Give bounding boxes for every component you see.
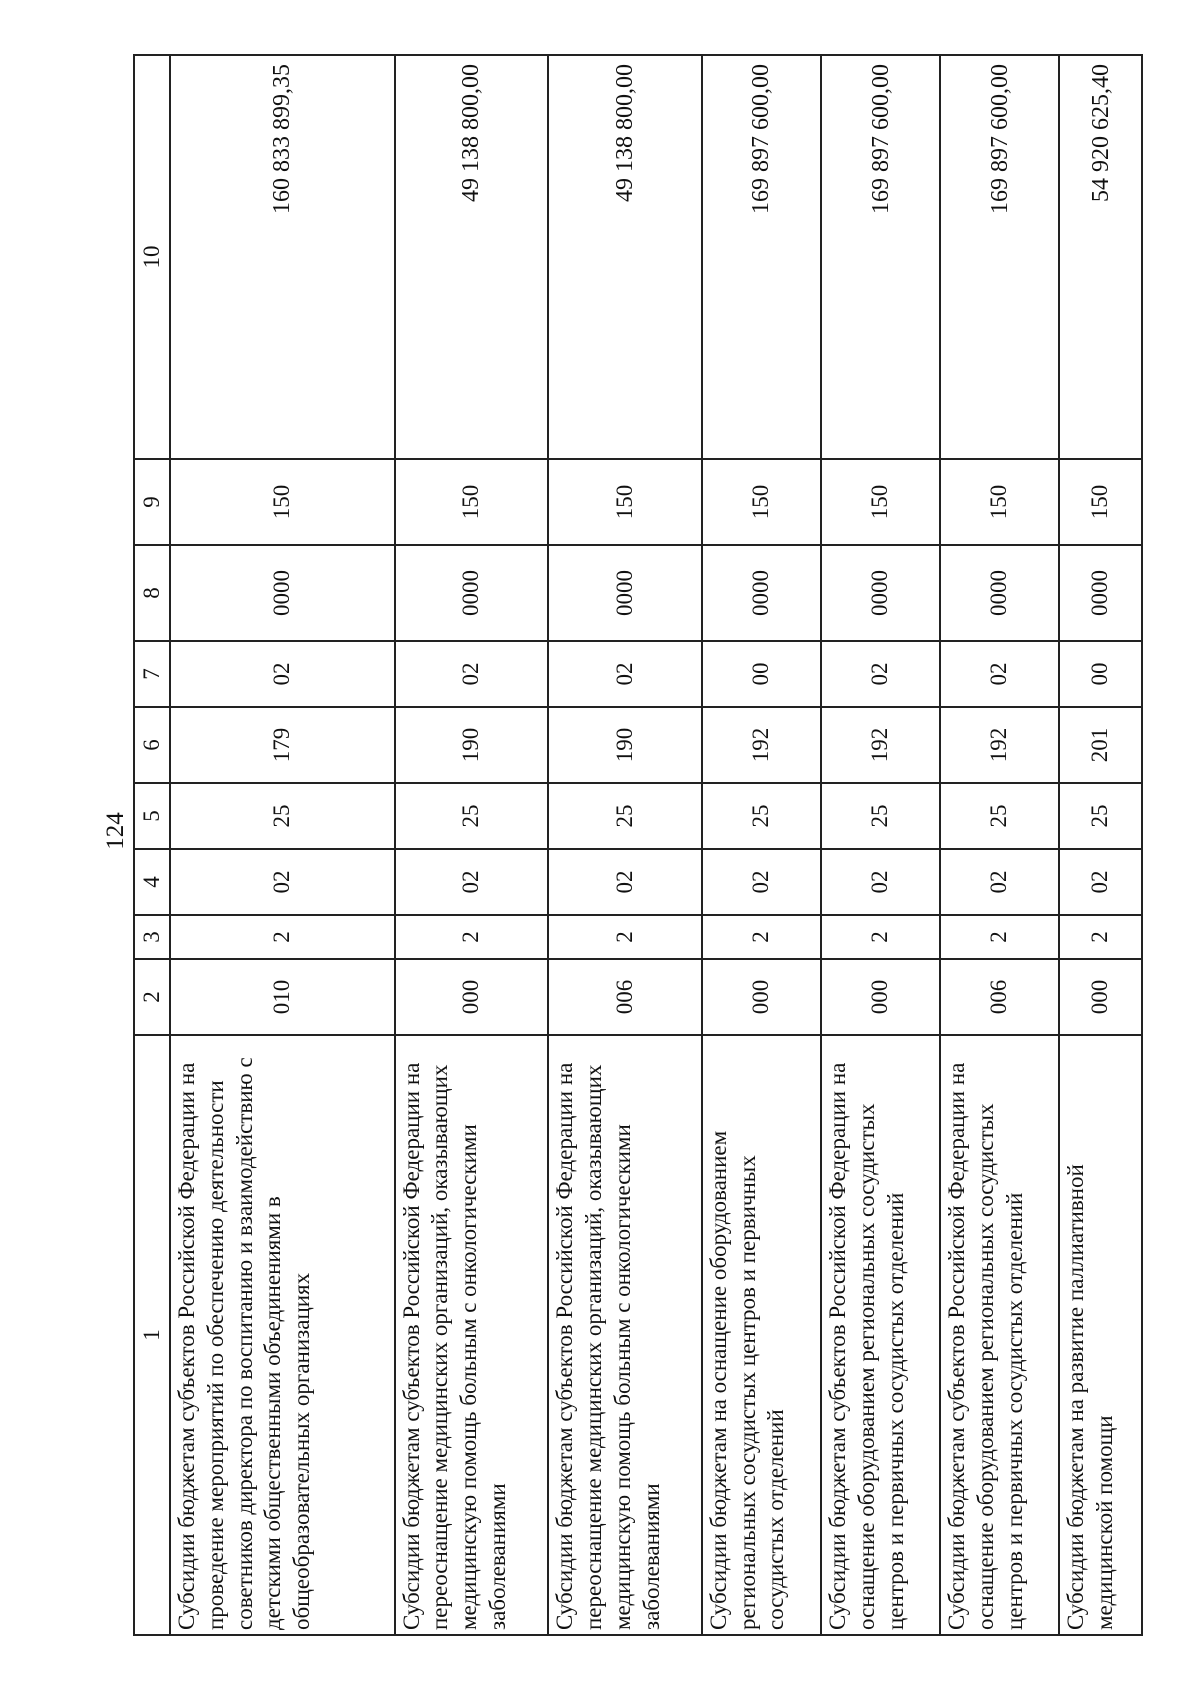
cell-code-9: 150 — [1059, 459, 1142, 545]
row-description: Субсидии бюджетам на оснащение оборудованием региональных сосудистых центров и первичных сосудистых отделений — [702, 1035, 821, 1635]
cell-code-8: 0000 — [395, 545, 549, 641]
cell-code-3: 2 — [1059, 915, 1142, 959]
cell-code-3: 2 — [940, 915, 1059, 959]
cell-code-9: 150 — [548, 459, 702, 545]
cell-code-7: 02 — [395, 641, 549, 707]
cell-code-6: 190 — [548, 707, 702, 783]
cell-code-7: 02 — [821, 641, 940, 707]
cell-code-5: 25 — [395, 783, 549, 849]
cell-code-7: 00 — [702, 641, 821, 707]
cell-code-3: 2 — [821, 915, 940, 959]
cell-code-2: 000 — [821, 959, 940, 1035]
page-number: 124 — [102, 812, 129, 850]
table-row — [548, 55, 702, 1635]
cell-code-7: 02 — [940, 641, 1059, 707]
cell-code-3: 2 — [170, 915, 395, 959]
table-row — [170, 55, 395, 1635]
cell-code-6: 192 — [821, 707, 940, 783]
cell-amount: 49 138 800,00 — [548, 55, 702, 459]
cell-amount: 160 833 899,35 — [170, 55, 395, 459]
cell-amount: 169 897 600,00 — [940, 55, 1059, 459]
cell-code-4: 02 — [702, 849, 821, 915]
cell-code-9: 150 — [702, 459, 821, 545]
cell-amount: 49 138 800,00 — [395, 55, 549, 459]
cell-code-9: 150 — [170, 459, 395, 545]
cell-code-9: 150 — [940, 459, 1059, 545]
cell-code-5: 25 — [1059, 783, 1142, 849]
column-header: 9 — [134, 459, 170, 545]
cell-code-7: 00 — [1059, 641, 1142, 707]
cell-code-2: 000 — [702, 959, 821, 1035]
cell-code-5: 25 — [170, 783, 395, 849]
cell-code-9: 150 — [821, 459, 940, 545]
cell-code-2: 010 — [170, 959, 395, 1035]
cell-code-5: 25 — [940, 783, 1059, 849]
column-header: 8 — [134, 545, 170, 641]
table-row — [1059, 55, 1142, 1635]
cell-code-4: 02 — [395, 849, 549, 915]
cell-code-8: 0000 — [548, 545, 702, 641]
cell-code-4: 02 — [1059, 849, 1142, 915]
cell-code-4: 02 — [940, 849, 1059, 915]
cell-code-8: 0000 — [702, 545, 821, 641]
column-header: 4 — [134, 849, 170, 915]
cell-code-5: 25 — [821, 783, 940, 849]
cell-code-9: 150 — [395, 459, 549, 545]
cell-code-8: 0000 — [940, 545, 1059, 641]
table-row — [395, 55, 549, 1635]
cell-code-7: 02 — [170, 641, 395, 707]
cell-amount: 169 897 600,00 — [821, 55, 940, 459]
cell-code-7: 02 — [548, 641, 702, 707]
rotated-page-content — [133, 56, 1143, 1636]
cell-code-3: 2 — [702, 915, 821, 959]
cell-code-2: 000 — [1059, 959, 1142, 1035]
cell-amount: 54 920 625,40 — [1059, 55, 1142, 459]
column-header: 2 — [134, 959, 170, 1035]
cell-code-3: 2 — [548, 915, 702, 959]
cell-code-8: 0000 — [170, 545, 395, 641]
cell-code-4: 02 — [548, 849, 702, 915]
row-description: Субсидии бюджетам субъектов Российской Федерации на проведение мероприятий по обеспечению деятельности советников директора по воспитанию и взаимодействию с детскими общественными объединениями в общеобразовательных организациях — [170, 1035, 395, 1635]
cell-code-3: 2 — [395, 915, 549, 959]
row-description: Субсидии бюджетам субъектов Российской Федерации на оснащение оборудованием региональных сосудистых центров и первичных сосудистых отделений — [940, 1035, 1059, 1635]
cell-code-6: 192 — [940, 707, 1059, 783]
cell-code-4: 02 — [821, 849, 940, 915]
cell-code-6: 190 — [395, 707, 549, 783]
table-row — [940, 55, 1059, 1635]
table-header-row — [134, 55, 170, 1635]
column-header: 10 — [134, 55, 170, 459]
column-header: 6 — [134, 707, 170, 783]
cell-code-6: 179 — [170, 707, 395, 783]
column-header: 1 — [134, 1035, 170, 1635]
table-row — [821, 55, 940, 1635]
row-description: Субсидии бюджетам субъектов Российской Федерации на оснащение оборудованием региональных сосудистых центров и первичных сосудистых отделений — [821, 1035, 940, 1635]
cell-code-2: 006 — [548, 959, 702, 1035]
cell-code-6: 201 — [1059, 707, 1142, 783]
cell-code-2: 000 — [395, 959, 549, 1035]
cell-code-8: 0000 — [1059, 545, 1142, 641]
budget-table — [133, 54, 1143, 1636]
cell-amount: 169 897 600,00 — [702, 55, 821, 459]
cell-code-5: 25 — [702, 783, 821, 849]
table-row — [702, 55, 821, 1635]
column-header: 3 — [134, 915, 170, 959]
row-description: Субсидии бюджетам субъектов Российской Федерации на переоснащение медицинских организаций, оказывающих медицинскую помощь больным с онкологическими заболеваниями — [548, 1035, 702, 1635]
cell-code-8: 0000 — [821, 545, 940, 641]
column-header: 7 — [134, 641, 170, 707]
row-description: Субсидии бюджетам субъектов Российской Федерации на переоснащение медицинских организаций, оказывающих медицинскую помощь больным с онкологическими заболеваниями — [395, 1035, 549, 1635]
cell-code-6: 192 — [702, 707, 821, 783]
cell-code-5: 25 — [548, 783, 702, 849]
row-description: Субсидии бюджетам на развитие паллиативной медицинской помощи — [1059, 1035, 1142, 1635]
cell-code-2: 006 — [940, 959, 1059, 1035]
column-header: 5 — [134, 783, 170, 849]
cell-code-4: 02 — [170, 849, 395, 915]
